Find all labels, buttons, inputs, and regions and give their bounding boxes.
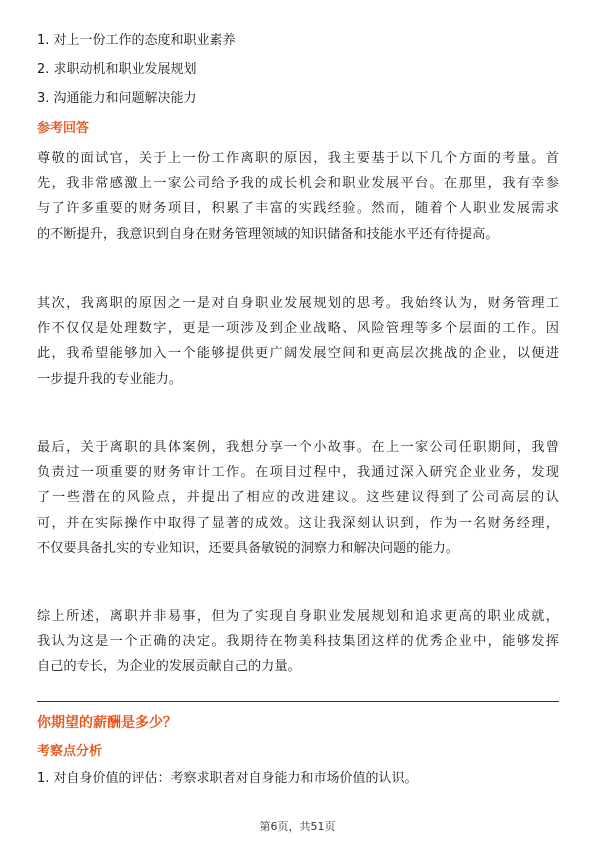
paragraph-1 bbox=[37, 146, 559, 247]
text-line: 可，并在实际操作中取得了显著的成效。这让我深刻认识到，作为一名财务经理， bbox=[37, 515, 559, 531]
text-line: 不仅要具备扎实的专业知识，还要具备敏锐的洞察力和解决问题的能力。 bbox=[37, 540, 459, 556]
list-item: 3. 沟通能力和问题解决能力 bbox=[37, 91, 197, 106]
page-number: 第6页，共51页 bbox=[259, 820, 336, 833]
answer-heading: 参考回答 bbox=[37, 121, 90, 136]
text-line: 最后，关于离职的具体案例，我想分享一个小故事。在上一家公司任职期间，我曾 bbox=[37, 440, 559, 455]
text-line: 与了许多重要的财务项目，积累了丰富的实践经验。然而，随着个人职业发展需求 bbox=[37, 201, 559, 217]
analysis-heading: 考察点分析 bbox=[37, 744, 103, 759]
divider bbox=[37, 701, 559, 702]
list-item: 2. 求职动机和职业发展规划 bbox=[37, 62, 197, 77]
text-line: 负责过一项重要的财务审计工作。在项目过程中，我通过深入研究企业业务，发现 bbox=[37, 465, 559, 481]
text-line: 作不仅仅是处理数字，更是一项涉及到企业战略、风险管理等多个层面的工作。因 bbox=[37, 321, 559, 337]
list-item: 1. 对自身价值的评估：考察求职者对自身能力和市场价值的认识。 bbox=[37, 771, 418, 786]
text-line: 综上所述，离职并非易事，但为了实现自身职业发展规划和追求更高的职业成就， bbox=[37, 609, 559, 624]
text-line: 一步提升我的专业能力。 bbox=[37, 371, 183, 387]
text-line: 其次，我离职的原因之一是对自身职业发展规划的思考。我始终认为，财务管理工 bbox=[37, 296, 559, 311]
paragraph-2 bbox=[37, 291, 559, 392]
text-line: 自己的专长，为企业的发展贡献自己的力量。 bbox=[37, 659, 301, 675]
text-line: 此，我希望能够加入一个能够提供更广阔发展空间和更高层次挑战的企业，以便进 bbox=[37, 346, 559, 362]
list-item: 1. 对上一份工作的态度和职业素养 bbox=[37, 33, 236, 48]
text-line: 我认为这是一个正确的决定。我期待在物美科技集团这样的优秀企业中，能够发挥 bbox=[37, 634, 559, 650]
question-heading: 你期望的薪酬是多少？ bbox=[37, 715, 177, 731]
text-line: 先，我非常感激上一家公司给予我的成长机会和职业发展平台。在那里，我有幸参 bbox=[37, 176, 559, 192]
paragraph-3 bbox=[37, 435, 559, 561]
text-line: 尊敬的面试官，关于上一份工作离职的原因，我主要基于以下几个方面的考量。首 bbox=[37, 151, 559, 166]
paragraph-4 bbox=[37, 604, 559, 680]
text-line: 的不断提升，我意识到自身在财务管理领域的知识储备和技能水平还有待提高。 bbox=[37, 226, 499, 242]
text-line: 了一些潜在的风险点，并提出了相应的改进建议。这些建议得到了公司高层的认 bbox=[37, 490, 559, 506]
